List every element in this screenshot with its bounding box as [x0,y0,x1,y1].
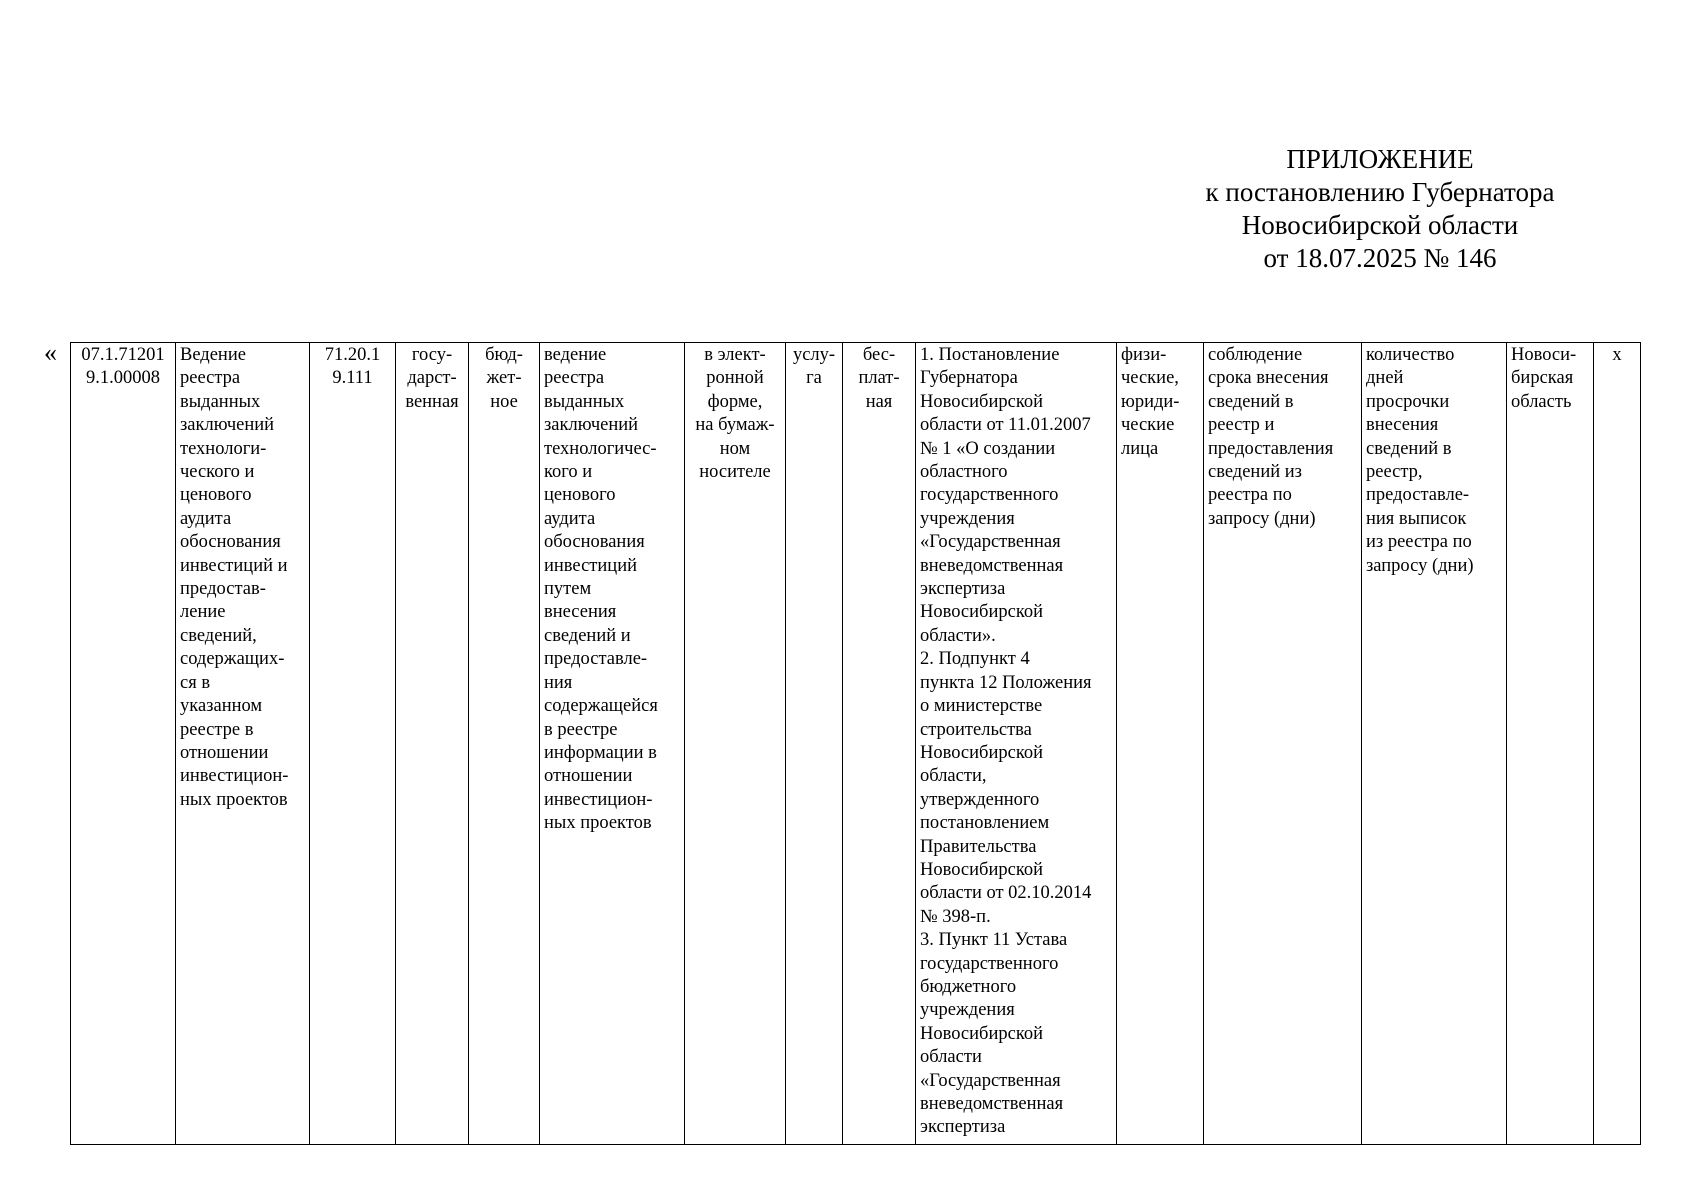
cell-text-line: 1. Постановление [920,345,1060,365]
cell-text-line: заключений [180,415,275,436]
cell-text-line: физи- [1121,345,1167,365]
payment-basis-cell [843,343,916,1145]
cell-text-line: аудита [180,508,232,529]
cell-text-line: № 1 «О создании [920,438,1056,459]
cell-text-line: ческие [1121,415,1175,436]
cell-text-line: утвержденного [920,789,1040,810]
cell-text-line: га [806,368,822,389]
cell-text-line: сведений и [544,625,631,646]
cell-text-line: бюд- [485,345,523,365]
cell-text-line: выданных [180,391,261,412]
cell-text-line: Новосибирской [920,742,1044,763]
cell-text-line: обоснования [544,532,645,553]
cell-text-line: выданных [544,391,625,412]
appendix-date-number: от 18.07.2025 № 146 [1263,243,1497,273]
cell-text-line: содержащейся [544,696,658,717]
cell-text-line: Новосибирской [920,391,1044,412]
cell-text-line: вневедомственная [920,1094,1064,1114]
cell-text-line: бирская [1511,368,1574,389]
appendix-region-line: Новосибирской области [1241,210,1519,240]
opening-quote-mark: « [44,338,57,367]
cell-text-line: внесения [1366,415,1439,436]
cell-text-line: области». [920,625,996,646]
cell-text-line: экспертиза [920,1117,1006,1138]
cell-text-line: реестра [544,368,605,389]
cell-text-line: из реестра по [1366,532,1472,553]
cell-text-line: 07.1.71201 [81,345,165,365]
cell-text-line: предоставле- [544,649,648,670]
cell-text-line: соблюдение [1208,345,1303,365]
service-code-cell [71,343,176,1145]
service-name-cell [176,343,310,1145]
cell-text-line: дарст- [407,368,457,389]
cell-text-line: юриди- [1121,391,1180,412]
cell-text-line: бюджетного [920,976,1017,997]
cell-text-line: инвестицион- [544,789,653,810]
cell-text-line: указанном [180,696,263,717]
cell-text-line: 71.20.1 [324,345,381,365]
cell-text-line: «Государственная [920,1070,1061,1091]
institution-kind-cell [469,343,540,1145]
cell-text-line: в элект- [704,345,766,365]
cell-text-line: Новосибирской [920,1023,1044,1044]
cell-text-line: 9.1.00008 [86,368,160,389]
cell-text-line: о министерстве [920,696,1043,717]
cell-text-line: реестр, [1366,462,1423,483]
cell-text-line: предостав- [180,579,266,600]
cell-text-line: срока внесения [1208,368,1329,389]
cell-text-line: области, [920,766,987,787]
cell-text-line: 3. Пункт 11 Устава [920,930,1068,951]
delivery-form-cell [685,343,786,1145]
cell-text-line: реестр и [1208,415,1275,436]
cell-text-line: заключений [544,415,639,436]
cell-text-line: информации в [544,742,657,763]
cell-text-line: обоснования [180,532,281,553]
cell-text-line: Ведение [180,345,246,365]
appendix-header [1150,143,1610,275]
cell-text-line: бес- [862,345,896,365]
cell-text-line: учреждения [920,1000,1015,1021]
cell-text-line: строительства [920,719,1032,740]
cell-text-line: сведений из [1208,462,1302,483]
cell-text-line: отношении [544,766,633,787]
cell-text-line: ных проектов [544,813,652,834]
appendix-title: ПРИЛОЖЕНИЕ [1286,144,1474,174]
okved-code-cell [310,343,396,1145]
cell-text-line: запросу (дни) [1366,555,1474,576]
cell-text-line: ное [490,391,518,412]
cell-text-line: запросу (дни) [1208,508,1316,529]
cell-text-line: ведение [544,345,607,365]
cell-text-line: № 398-п. [920,906,991,927]
quality-indicator-cell [1204,343,1362,1145]
cell-text-line: ление [180,602,226,623]
cell-text-line: ния выписок [1366,508,1467,529]
cell-text-line: сведений в [1208,391,1294,412]
cell-text-line: область [1511,391,1572,412]
cell-text-line: области [920,1047,982,1068]
cell-text-line: аудита [544,508,596,529]
territory-cell [1507,343,1594,1145]
service-type-cell [786,343,843,1145]
cell-text-line: ценового [544,485,616,506]
cell-text-line: инвестиций и [180,555,288,576]
cell-text-line: венная [405,391,459,412]
cell-text-line: ронной [706,368,764,389]
cell-text-line: госу- [411,345,453,365]
cell-text-line: содержащих- [180,649,285,670]
cell-text-line: реестра по [1208,485,1292,506]
mark-cell [1594,343,1641,1145]
cell-text-line: дней [1366,368,1404,389]
appendix-ref-line: к постановлению Губернатора [1205,177,1555,207]
cell-text-line: путем [544,579,592,600]
cell-text-line: носителе [699,462,771,483]
cell-text-line: экспертиза [920,579,1006,600]
cell-text-line: отношении [180,742,269,763]
cell-text-line: технологичес- [544,438,657,459]
cell-text-line: 2. Подпункт 4 [920,649,1030,670]
cell-text-line: кого и [544,462,593,483]
service-content-cell [540,343,685,1145]
cell-text-line: внесения [544,602,617,623]
cell-text-line: Новосибирской [920,602,1044,623]
cell-text-line: ных проектов [180,789,288,810]
cell-text-line: количество [1366,345,1455,365]
registry-table [70,342,1641,1145]
cell-text-line: х [1612,345,1622,365]
cell-text-line: ном [719,438,751,459]
cell-text-line: ная [865,391,893,412]
cell-text-line: пункта 12 Положения [920,672,1092,693]
cell-text-line: государственного [920,953,1059,974]
cell-text-line: реестра [180,368,241,389]
cell-text-line: предоставления [1208,438,1334,459]
cell-text-line: областного [920,462,1008,483]
cell-text-line: сведений в [1366,438,1452,459]
cell-text-line: форме, [707,391,763,412]
cell-text-line: Новоси- [1511,345,1577,365]
cell-text-line: инвестицион- [180,766,289,787]
cell-text-line: постановлением [920,813,1050,834]
cell-text-line: ния [544,672,573,693]
cell-text-line: ся в [180,672,211,693]
cell-text-line: Новосибирской [920,859,1044,880]
cell-text-line: на бумаж- [695,415,775,436]
cell-text-line: в реестре [544,719,618,740]
cell-text-line: просрочки [1366,391,1450,412]
legal-basis-cell [916,343,1117,1145]
cell-text-line: предоставле- [1366,485,1470,506]
cell-text-line: ценового [180,485,252,506]
cell-text-line: услу- [792,345,836,365]
cell-text-line: Правительства [920,836,1037,857]
cell-text-line: инвестиций [544,555,637,576]
cell-text-line: лица [1121,438,1159,459]
cell-text-line: 9.111 [332,368,373,389]
cell-text-line: вневедомственная [920,555,1064,576]
cell-text-line: области от 02.10.2014 [920,883,1092,904]
cell-text-line: реестре в [180,719,254,740]
cell-text-line: плат- [858,368,900,389]
cell-text-line: жет- [486,368,522,389]
table-row [71,343,1641,1145]
cell-text-line: технологи- [180,438,267,459]
cell-text-line: государственного [920,485,1059,506]
cell-text-line: ческого и [180,462,255,483]
cell-text-line: учреждения [920,508,1015,529]
institution-type-cell [396,343,469,1145]
cell-text-line: области от 11.01.2007 [920,415,1091,436]
volume-indicator-cell [1362,343,1507,1145]
consumers-cell [1117,343,1204,1145]
cell-text-line: сведений, [180,625,257,646]
cell-text-line: «Государственная [920,532,1061,553]
cell-text-line: ческие, [1121,368,1179,389]
cell-text-line: Губернатора [920,368,1018,389]
